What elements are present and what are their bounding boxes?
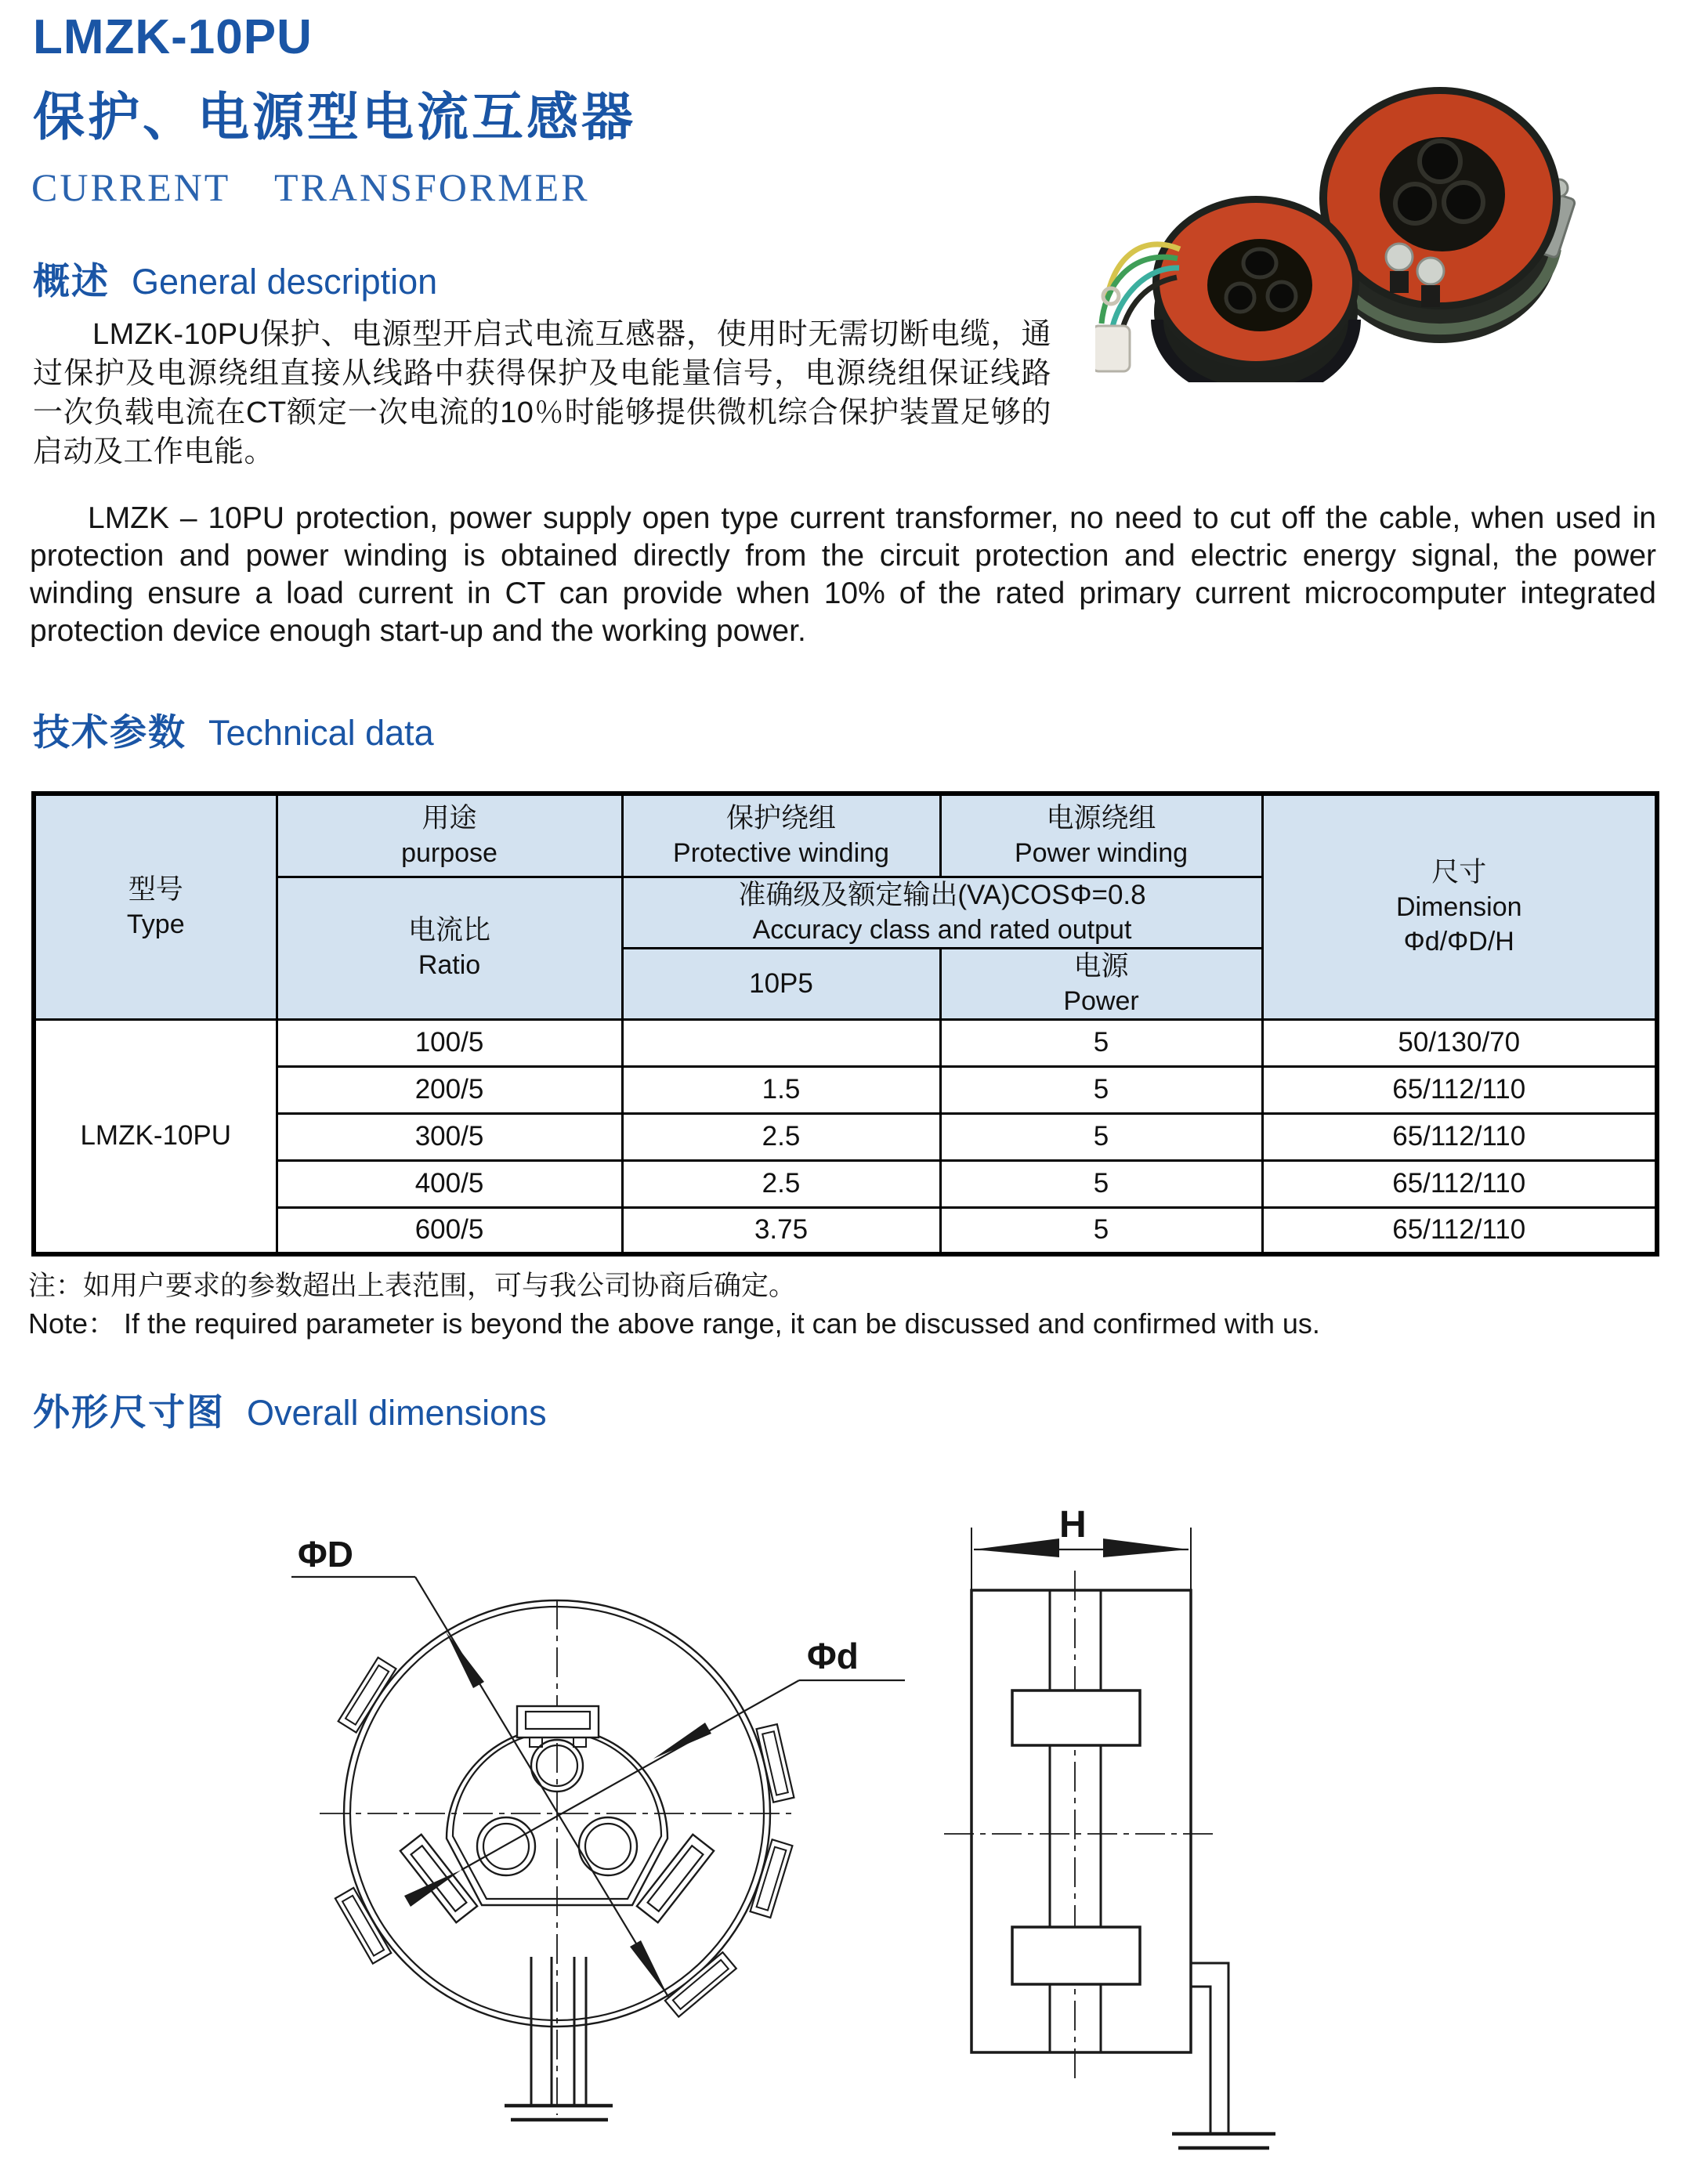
th-dimension [1262,794,1657,1019]
table-row [34,1019,1657,1066]
section-heading-dimensions [33,1383,547,1436]
cell-ratio: 400/5 [277,1160,622,1207]
cell-dim: 50/130/70 [1262,1019,1657,1066]
th-type [34,794,277,1019]
table-row [34,1160,1657,1207]
heading-general-cn: 概述 [33,260,110,302]
cell-dim: 65/112/110 [1262,1207,1657,1254]
th-protective-cn: 保护绕组 [725,802,836,833]
cell-dim: 65/112/110 [1262,1113,1657,1160]
technical-data-table [31,791,1659,1257]
transformer-rear [1319,87,1576,343]
th-dimension-en: Dimension [1395,891,1522,922]
th-power2-en: Power [1063,985,1139,1016]
th-purpose [277,794,622,877]
th-accuracy [622,877,1262,948]
cell-ratio: 600/5 [277,1207,622,1254]
table-row [34,1113,1657,1160]
th-ratio-cn: 电流比 [407,915,490,946]
heading-technical-cn: 技术参数 [33,711,186,753]
product-title-en: CURRENT TRANSFORMER [31,165,590,209]
th-purpose-en: purpose [401,837,497,868]
cell-power: 5 [940,1066,1262,1113]
section-heading-technical [33,703,434,756]
cell-dim: 65/112/110 [1262,1066,1657,1113]
cell-10p5: 3.75 [622,1207,940,1254]
cell-power: 5 [940,1207,1262,1254]
th-power2 [940,948,1262,1019]
heading-dimensions-en: Overall dimensions [247,1393,547,1433]
th-accuracy-en: Accuracy class and rated output [752,914,1132,945]
table-note-cn: 注：如用户要求的参数超出上表范围，可与我公司协商后确定。 [28,1271,797,1301]
front-view-drawing [291,1534,905,2120]
th-accuracy-cn: 准确级及额定输出(VA)COSΦ=0.8 [738,879,1146,910]
th-type-cn: 型号 [128,873,183,905]
th-ratio [277,877,622,1019]
cell-10p5: 2.5 [622,1160,940,1207]
th-class-10p5-label: 10P5 [749,967,813,999]
heading-dimensions-cn: 外形尺寸图 [33,1391,225,1433]
table-row [34,1207,1657,1254]
table-row [34,1066,1657,1113]
cell-power: 5 [940,1113,1262,1160]
cell-power: 5 [940,1019,1262,1066]
general-paragraph-en: LMZK – 10PU protection, power supply open type current transformer, no need to cut off the cable, when used in protection and power winding is obtained directly from the circuit protection and electric energy signal, the power winding ensure a load current in CT can provide when 10% of the rated primary current microcomputer integrated protection device enough start-up and the working power. [30,501,1656,648]
section-heading-general [33,252,437,305]
general-paragraph-cn: LMZK-10PU保护、电源型开启式电流互感器，使用时无需切断电缆，通过保护及电源绕组直接从线路中获得保护及电能量信号，电源绕组保证线路一次负载电流在CT额定一次电流的10％时能够提供微机综合保护装置足够的启动及工作电能。 [33,318,1051,468]
th-dimension-sub: Φd/ΦD/H [1403,926,1514,956]
clamp-bracket [637,1835,714,1922]
transformer-front [1095,196,1359,382]
rim-tab [751,1839,793,1918]
cell-ratio: 100/5 [277,1019,622,1066]
th-power2-cn: 电源 [1073,950,1129,982]
th-purpose-cn: 用途 [422,802,477,833]
side-view-drawing [944,1504,1275,2148]
product-photo [1095,61,1581,382]
table-note-en: Note： If the required parameter is beyond the above range, it can be discussed and confirmed with us. [28,1307,1320,1340]
label-inner-diameter: Φd [807,1636,859,1676]
cell-ratio: 200/5 [277,1066,622,1113]
th-protective-winding [622,794,940,877]
heading-technical-en: Technical data [208,713,434,753]
label-outer-diameter: ΦD [298,1534,353,1575]
page-title: LMZK-10PU [33,10,313,64]
cell-10p5: 1.5 [622,1066,940,1113]
cell-10p5: 2.5 [622,1113,940,1160]
cell-power: 5 [940,1160,1262,1207]
th-class-10p5 [622,948,940,1019]
th-power-winding [940,794,1262,877]
product-title-cn: 保护、电源型电流互感器 [33,88,636,146]
th-type-en: Type [126,909,185,939]
cell-10p5 [622,1019,940,1066]
cell-ratio: 300/5 [277,1113,622,1160]
heading-general-en: General description [132,262,438,302]
th-ratio-en: Ratio [418,950,481,980]
th-dimension-cn: 尺寸 [1431,856,1487,888]
label-height: H [1059,1504,1087,1546]
th-power-en: Power winding [1014,837,1189,868]
cell-type-value: LMZK-10PU [34,1019,277,1254]
dimension-drawing [0,1488,1686,2184]
cell-dim: 65/112/110 [1262,1160,1657,1207]
th-power-cn: 电源绕组 [1046,802,1156,833]
clamp-bracket [400,1835,477,1922]
th-protective-en: Protective winding [673,837,889,868]
